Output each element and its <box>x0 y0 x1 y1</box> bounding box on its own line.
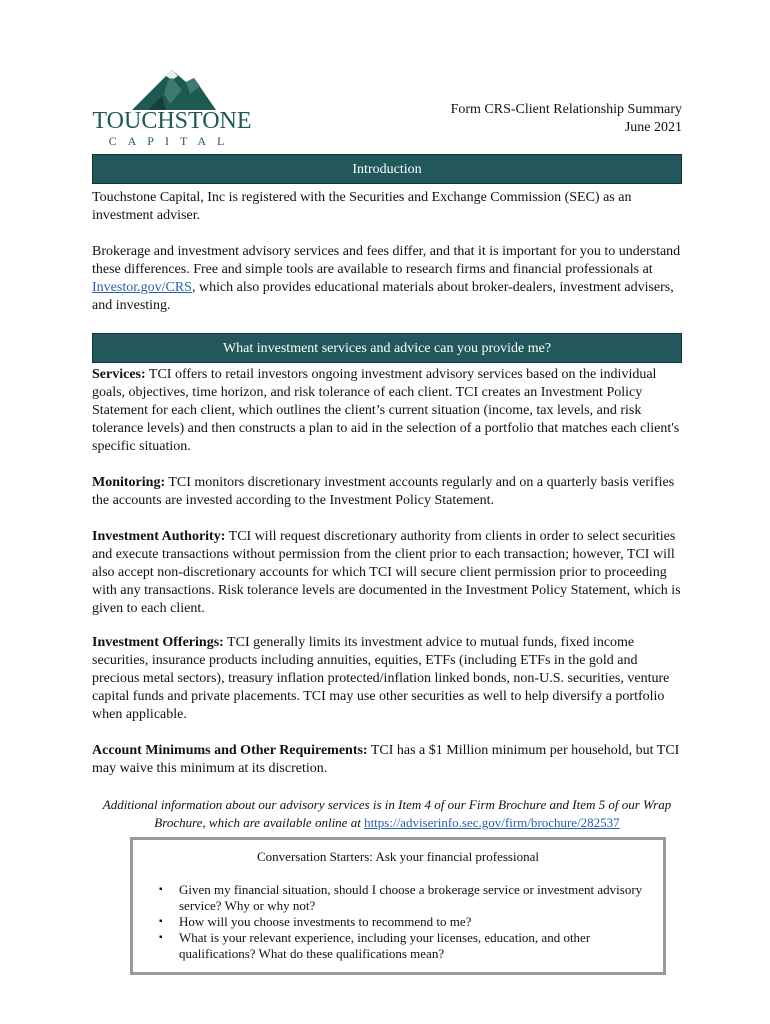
logo-subtitle: CAPITAL <box>108 134 236 148</box>
additional-info-text: Additional information about our advisory services is in Item 4 of our Firm Brochure and Item 5 of our Wrap Brochure, which are available online at <box>102 797 672 830</box>
bullet-icon: ▪ <box>159 884 163 895</box>
conversation-starters-title: Conversation Starters: Ask your financial professional <box>257 849 539 864</box>
offerings-text: TCI generally limits its investment advice to mutual funds, fixed income securities, insurance products including annuities, equities, ETFs (including ETFs in the gold and precious metal sectors), treasury inflation protected/inflation linked bonds, non-U.S. securities, venture capital funds and private placements. TCI may use other securities as well to help diversify a portfolio when applicable. <box>92 635 670 722</box>
list-item <box>159 930 663 962</box>
section-header-introduction: Introduction <box>92 154 682 184</box>
services-label: Services: <box>92 367 146 382</box>
minimums-text: TCI has a $1 Million minimum per household, but TCI may waive this minimum at its discretion. <box>92 743 680 776</box>
services-text: TCI offers to retail investors ongoing investment advisory services based on the individual goals, objectives, time horizon, and risk tolerance of each client. TCI creates an Investment Policy Statement for each client, which outlines the client’s current situation (income, tax levels, and risk tolerance levels) and then constructs a plan to aid in the selection of a portfolio that matches each client's specific situation. <box>92 367 680 454</box>
authority-paragraph <box>92 528 684 618</box>
offerings-paragraph <box>92 634 684 724</box>
monitoring-label: Monitoring: <box>92 475 166 490</box>
offerings-label: Investment Offerings: <box>92 635 224 650</box>
minimums-label: Account Minimums and Other Requirements: <box>92 743 368 758</box>
form-date: June 2021 <box>624 120 682 135</box>
services-paragraph <box>92 366 684 456</box>
monitoring-text: TCI monitors discretionary investment accounts regularly and on a quarterly basis verifies the accounts are invested according to the Investment Policy Statement. <box>92 475 675 508</box>
mountain-logo-icon <box>92 64 252 114</box>
intro-paragraph-1: Touchstone Capital, Inc is registered with the Securities and Exchange Commission (SEC) as an investment adviser. <box>92 190 632 223</box>
conversation-starters-list <box>133 882 663 962</box>
minimums-paragraph <box>92 742 684 778</box>
authority-label: Investment Authority: <box>92 529 226 544</box>
starter-question: What is your relevant experience, including your licenses, education, and other qualifications? What do these qualifications mean? <box>179 930 591 961</box>
touchstone-logo <box>92 64 252 150</box>
logo-wordmark: TOUCHSTONE <box>92 108 252 134</box>
form-title <box>451 101 682 137</box>
intro-text-end: , which also provides educational materials about broker-dealers, investment advisers, and investing. <box>92 280 674 313</box>
intro-text: Brokerage and investment advisory services and fees differ, and that it is important for you to understand these differences. Free and simple tools are available to research firms and financial professionals at <box>92 244 681 277</box>
starter-question: Given my financial situation, should I choose a brokerage service or investment advisory service? Why or why not? <box>179 882 643 913</box>
starter-question: How will you choose investments to recommend to me? <box>179 914 472 929</box>
brochure-link[interactable]: https://adviserinfo.sec.gov/firm/brochure/282537 <box>364 815 620 830</box>
section-header-services: What investment services and advice can you provide me? <box>92 333 682 363</box>
monitoring-paragraph <box>92 474 684 510</box>
list-item <box>159 914 663 930</box>
additional-info-note <box>80 796 694 832</box>
form-title-line: Form CRS-Client Relationship Summary <box>450 102 682 117</box>
authority-text: TCI will request discretionary authority from clients in order to select securities and execute transactions without permission from the client prior to each transaction; however, TCI will also accept non-discretionary accounts for which TCI will secure client permission prior to proceeding with any transactions. Risk tolerance levels are documented in the Investment Policy Statement, which is given to each client. <box>92 529 681 616</box>
conversation-starters-box <box>130 837 666 975</box>
intro-paragraph-2 <box>92 243 684 315</box>
investor-gov-link[interactable]: Investor.gov/CRS <box>92 280 192 295</box>
bullet-icon: ▪ <box>159 916 163 927</box>
bullet-icon: ▪ <box>159 932 163 943</box>
list-item <box>159 882 663 914</box>
